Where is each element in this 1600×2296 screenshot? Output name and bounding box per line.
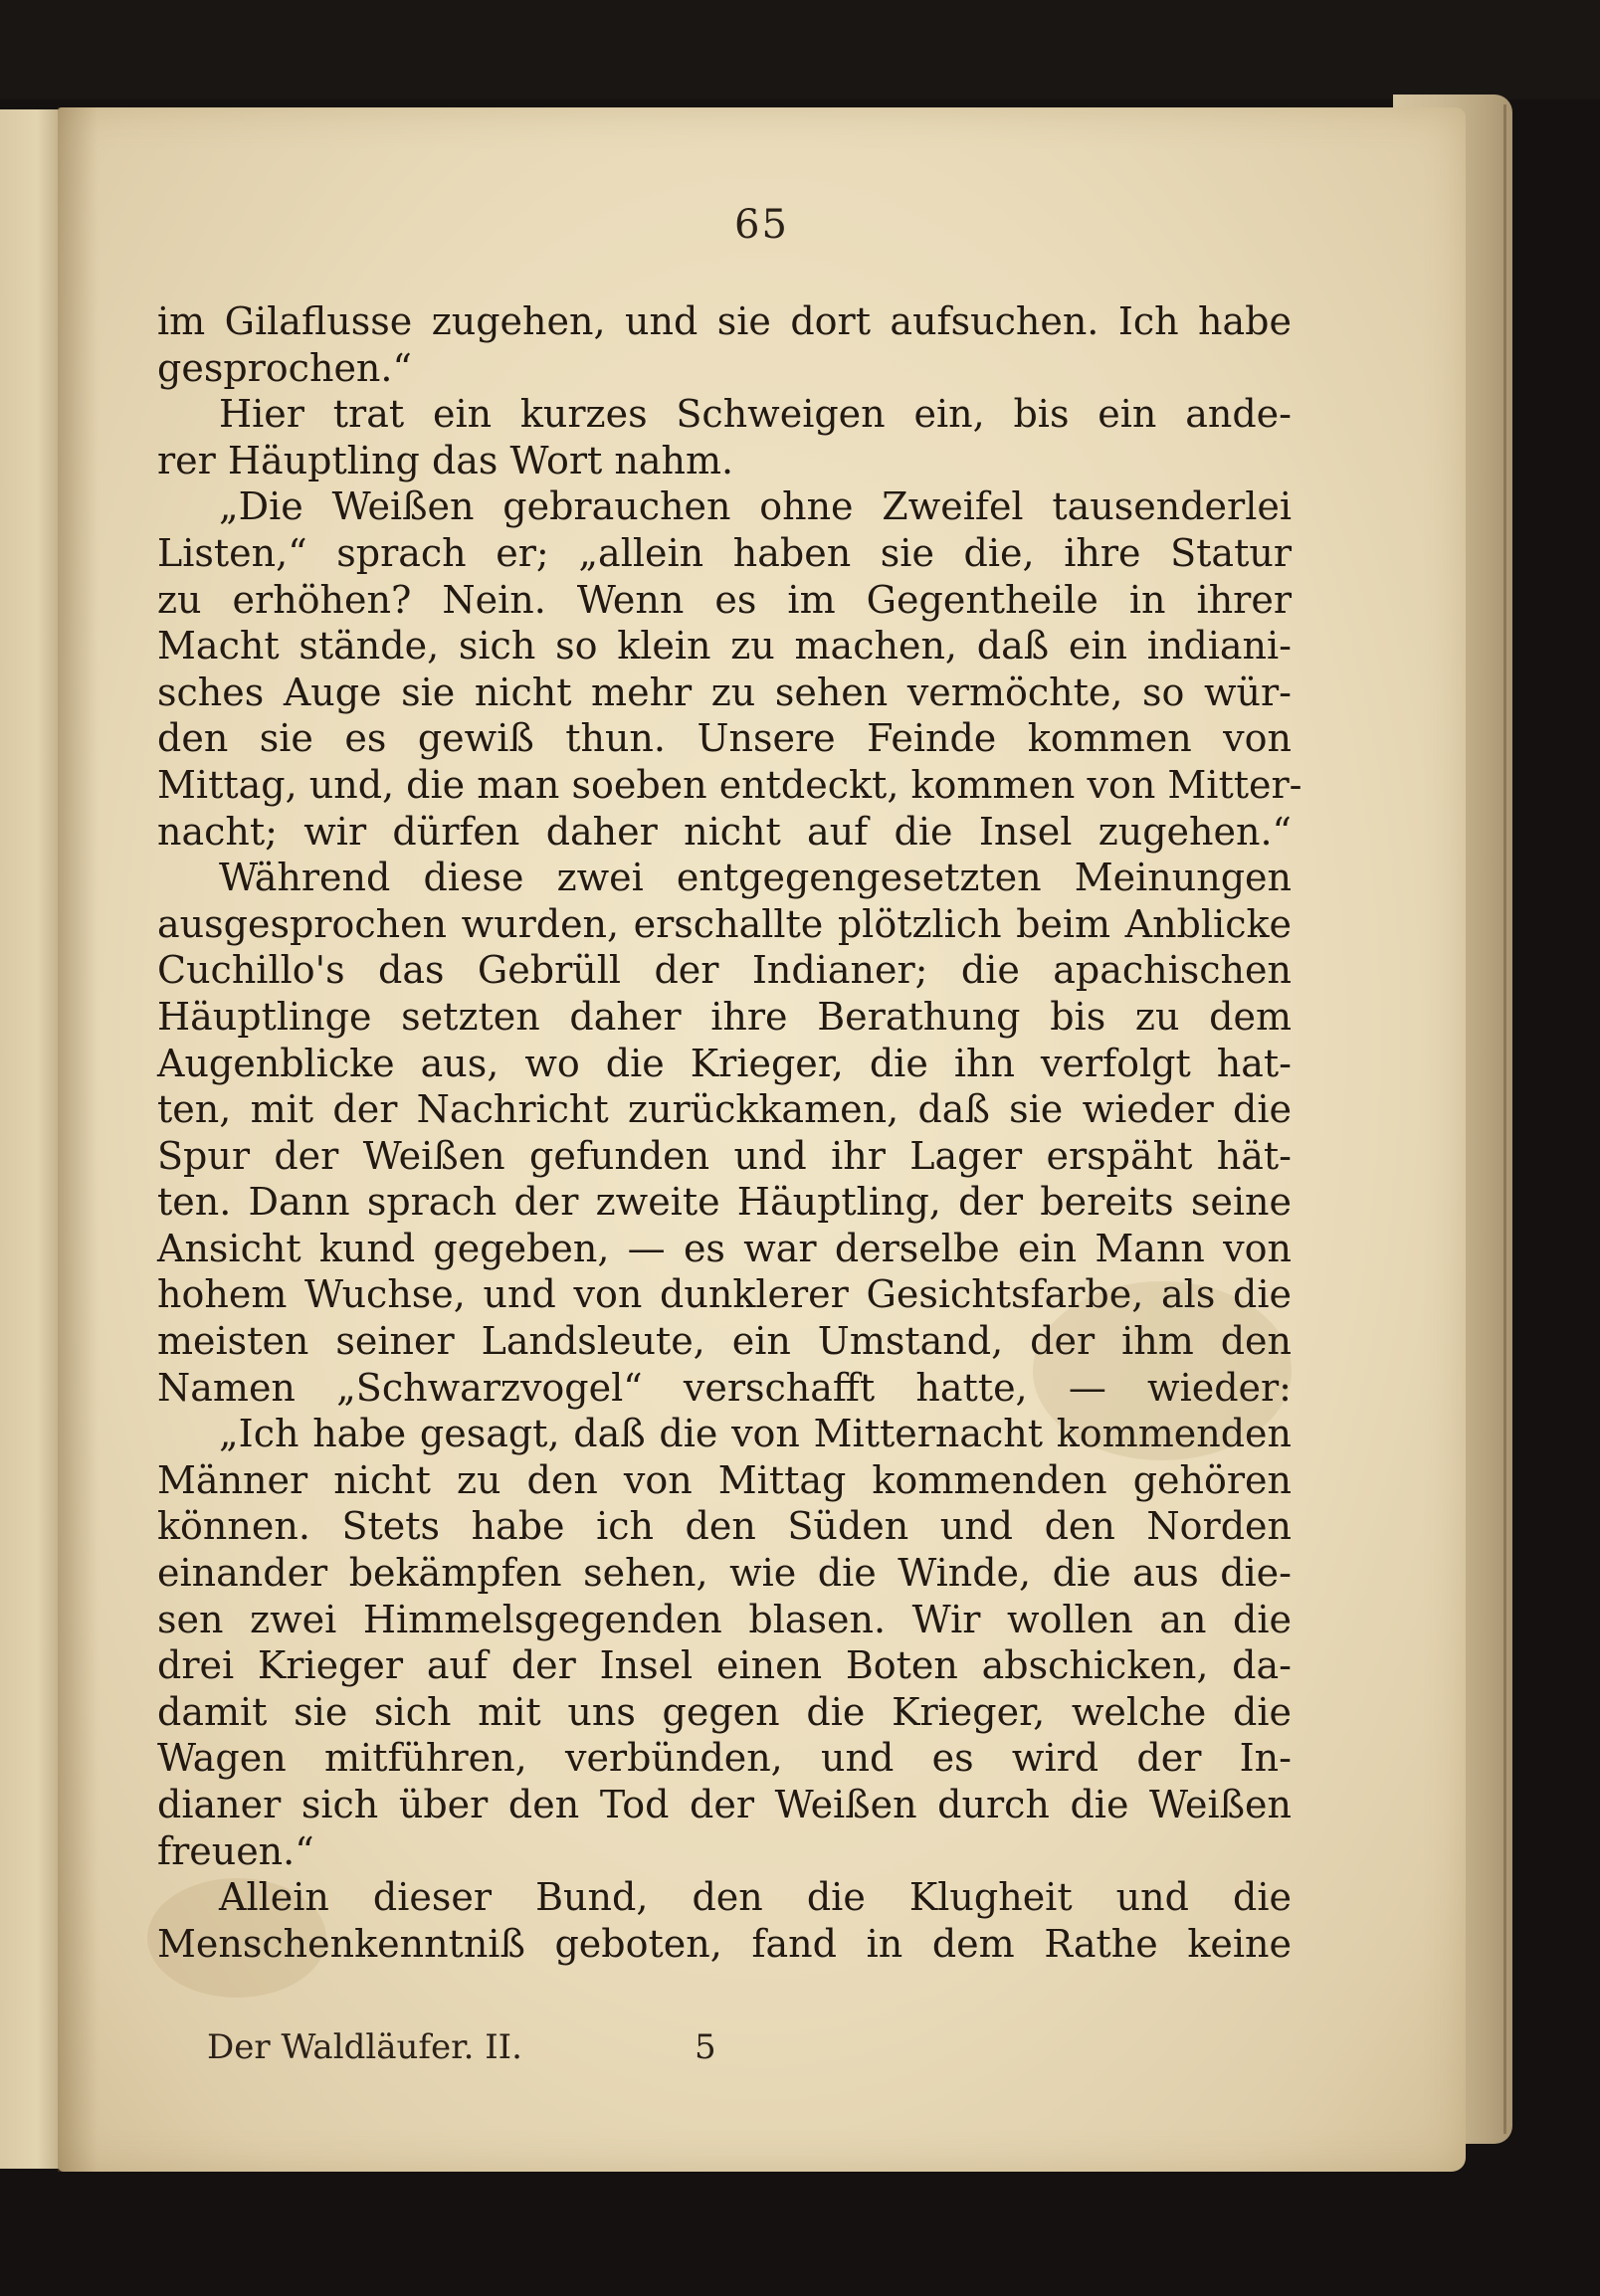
spine-shadow: [58, 107, 98, 2172]
text-line: Häuptlinge setzten daher ihre Berathung bis zu dem: [157, 994, 1292, 1039]
text-line: rer Häuptling das Wort nahm.: [157, 438, 734, 482]
text-line: meisten seiner Landsleute, ein Umstand, der ihm den: [157, 1319, 1292, 1364]
text-line: können. Stets habe ich den Süden und den Norden: [157, 1504, 1292, 1549]
text-line: freuen.“: [157, 1828, 314, 1873]
text-line: sches Auge sie nicht mehr zu sehen vermöchte, so wür-: [157, 670, 1292, 714]
text-line: damit sie sich mit uns gegen die Krieger, welche die: [157, 1689, 1292, 1734]
body-text: [157, 298, 1302, 1967]
text-line: Während diese zwei entgegengesetzten Meinungen: [219, 856, 1292, 900]
text-line: Cuchillo's das Gebrüll der Indianer; die apachischen: [157, 948, 1292, 993]
page-footer: [167, 2027, 1301, 2077]
text-line: Hier trat ein kurzes Schweigen ein, bis ein ande-: [219, 392, 1292, 437]
text-line: Mittag, und, die man soeben entdeckt, kommen von Mitter-: [157, 762, 1302, 807]
text-line: Allein dieser Bund, den die Klugheit und die: [219, 1875, 1292, 1920]
text-line: Listen,“ sprach er; „allein haben sie die, ihre Statur: [157, 530, 1292, 575]
text-line: Menschenkenntniß geboten, fand in dem Rathe keine: [157, 1921, 1292, 1966]
text-line: „Ich habe gesagt, daß die von Mitternacht kommenden: [219, 1412, 1292, 1456]
footer-sheet-mark: 5: [695, 2027, 716, 2067]
text-line: Ansicht kund gegeben, — es war derselbe ein Mann von: [157, 1226, 1292, 1270]
text-line: ten. Dann sprach der zweite Häuptling, der bereits seine: [157, 1180, 1292, 1225]
page-number: 65: [734, 202, 789, 248]
book-page: [58, 107, 1466, 2172]
text-line: zu erhöhen? Nein. Wenn es im Gegentheile in ihrer: [157, 577, 1292, 622]
text-line: nacht; wir dürfen daher nicht auf die Insel zugehen.“: [157, 809, 1292, 854]
text-line: den sie es gewiß thun. Unsere Feinde kommen von: [157, 716, 1292, 761]
text-line: gesprochen.“: [157, 345, 412, 390]
text-line: sen zwei Himmelsgegenden blasen. Wir wollen an die: [157, 1597, 1292, 1641]
text-line: einander bekämpfen sehen, wie die Winde, die aus die-: [157, 1551, 1292, 1596]
text-line: hohem Wuchse, und von dunklerer Gesichtsfarbe, als die: [157, 1272, 1292, 1317]
text-line: Wagen mitführen, verbünden, und es wird der In-: [157, 1736, 1292, 1781]
text-line: Macht stände, sich so klein zu machen, daß ein indiani-: [157, 624, 1292, 669]
footer-signature: Der Waldläufer. II.: [207, 2027, 522, 2067]
background-top: [0, 0, 1600, 99]
text-line: im Gilaflusse zugehen, und sie dort aufsuchen. Ich habe: [157, 299, 1292, 343]
text-line: ausgesprochen wurden, erschallte plötzlich beim Anblicke: [157, 901, 1292, 946]
text-line: Augenblicke aus, wo die Krieger, die ihn verfolgt hat-: [157, 1041, 1292, 1085]
facing-page-edge: [0, 109, 64, 2169]
text-line: drei Krieger auf der Insel einen Boten abschicken, da-: [157, 1643, 1292, 1688]
text-line: dianer sich über den Tod der Weißen durch die Weißen: [157, 1783, 1292, 1826]
text-line: ten, mit der Nachricht zurückkamen, daß sie wieder die: [157, 1087, 1292, 1132]
text-line: Spur der Weißen gefunden und ihr Lager erspäht hät-: [157, 1133, 1292, 1178]
text-line: Namen „Schwarzvogel“ verschafft hatte, — wieder:: [157, 1365, 1292, 1410]
text-line: Männer nicht zu den von Mittag kommenden gehören: [157, 1457, 1292, 1502]
text-line: „Die Weißen gebrauchen ohne Zweifel tausenderlei: [219, 484, 1292, 529]
